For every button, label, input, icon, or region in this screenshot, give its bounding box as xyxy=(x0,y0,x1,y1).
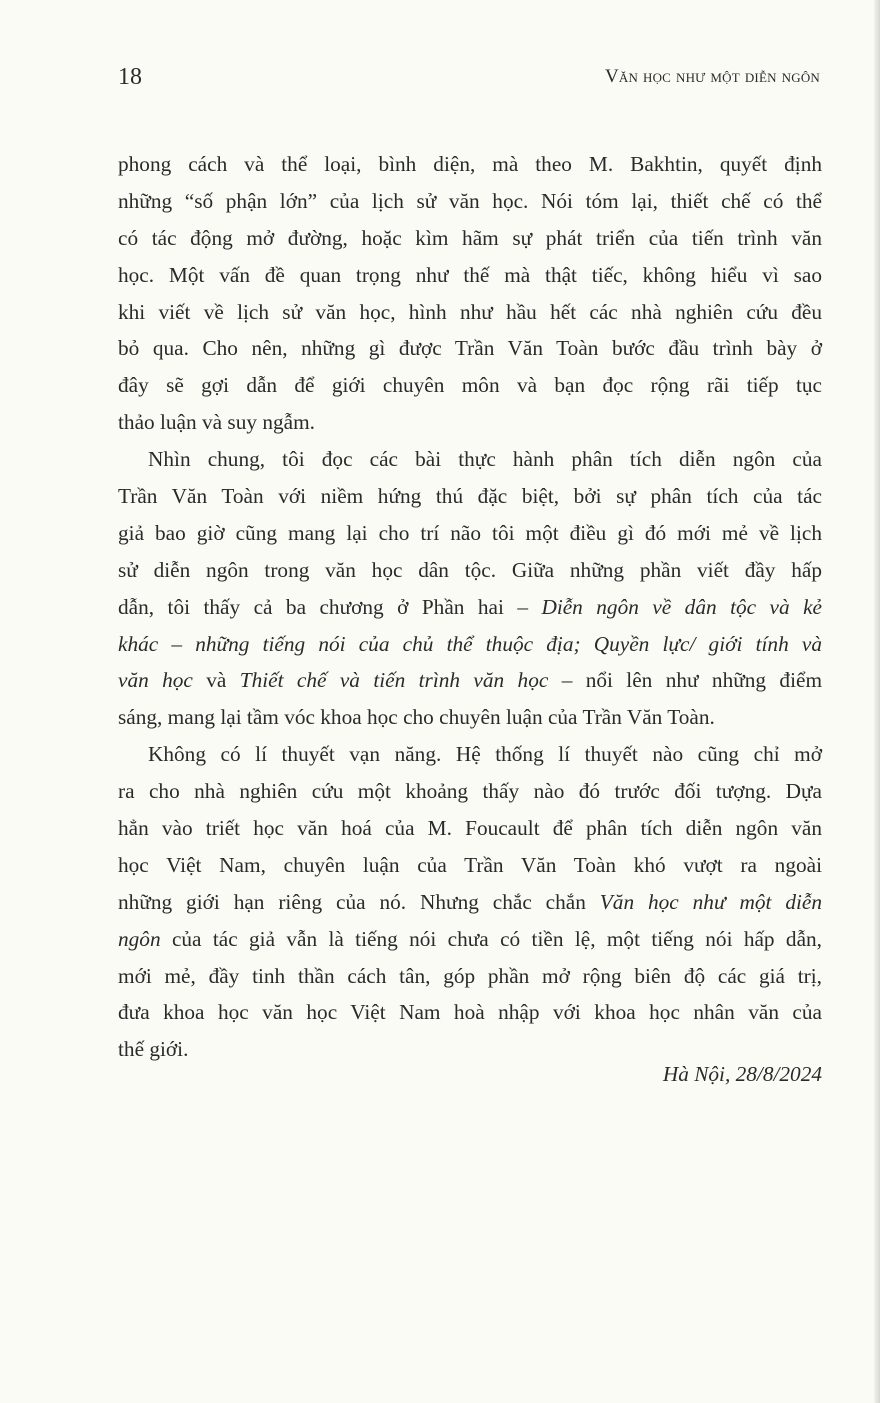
text-line xyxy=(118,884,822,921)
text-line xyxy=(118,552,822,589)
text-line xyxy=(118,626,822,663)
body-text xyxy=(118,146,822,1068)
paragraph xyxy=(118,736,822,1068)
text-segment: và xyxy=(192,668,240,693)
text-line xyxy=(118,146,822,183)
text-segment: những “số phận lớn” của lịch sử văn học. Nói tóm lại, thiết chế có thể xyxy=(118,188,822,213)
text-line xyxy=(118,220,822,257)
page-number: 18 xyxy=(118,64,142,90)
text-line xyxy=(118,330,822,367)
text-line xyxy=(118,589,822,626)
text-line xyxy=(118,773,822,810)
text-segment: ra cho nhà nghiên cứu một khoảng thấy nào đó trước đối tượng. Dựa xyxy=(118,779,822,804)
text-line xyxy=(118,810,822,847)
text-line xyxy=(118,515,822,552)
text-segment: sử diễn ngôn trong văn học dân tộc. Giữa những phần viết đầy hấp xyxy=(118,557,822,582)
text-line xyxy=(118,662,822,699)
text-line xyxy=(118,441,822,478)
text-segment: những giới hạn riêng của nó. Nhưng chắc chắn xyxy=(118,889,600,914)
text-line xyxy=(118,404,822,441)
text-line xyxy=(118,257,822,294)
text-line xyxy=(118,847,822,884)
text-segment: đây sẽ gợi dẫn để giới chuyên môn và bạn đọc rộng rãi tiếp tục xyxy=(118,373,822,398)
italic-text: Thiết chế và tiến trình văn học xyxy=(239,668,549,693)
paragraph xyxy=(118,441,822,736)
dateline: Hà Nội, 28/8/2024 xyxy=(662,1062,822,1086)
text-segment: đưa khoa học văn học Việt Nam hoà nhập với khoa học nhân văn của xyxy=(118,1000,822,1025)
paragraph xyxy=(118,146,822,441)
text-segment: khi viết về lịch sử văn học, hình như hầu hết các nhà nghiên cứu đều xyxy=(118,299,822,324)
text-segment: sáng, mang lại tầm vóc khoa học cho chuyên luận của Trần Văn Toàn. xyxy=(118,705,715,730)
text-segment: có tác động mở đường, hoặc kìm hãm sự phát triển của tiến trình văn xyxy=(118,225,822,250)
text-line xyxy=(118,699,822,736)
italic-text: ngôn xyxy=(118,926,161,951)
italic-text: Văn học như một diễn xyxy=(599,889,822,914)
text-segment: giả bao giờ cũng mang lại cho trí não tôi một điều gì đó mới mẻ về lịch xyxy=(118,520,822,545)
text-segment: hẳn vào triết học văn hoá của M. Foucault để phân tích diễn ngôn văn xyxy=(118,816,822,841)
text-segment: bỏ qua. Cho nên, những gì được Trần Văn Toàn bước đầu trình bày ở xyxy=(118,336,822,361)
text-segment: Không có lí thuyết vạn năng. Hệ thống lí thuyết nào cũng chỉ mở xyxy=(148,742,822,767)
text-line xyxy=(118,958,822,995)
text-segment: học. Một vấn đề quan trọng như thế mà thật tiếc, không hiểu vì sao xyxy=(118,262,822,287)
text-line xyxy=(118,994,822,1031)
italic-text: văn học xyxy=(118,668,193,693)
text-segment: phong cách và thể loại, bình diện, mà theo M. Bakhtin, quyết định xyxy=(118,152,822,176)
page-edge-shadow xyxy=(874,0,880,1403)
text-line xyxy=(118,921,822,958)
text-line xyxy=(118,736,822,773)
text-segment: của tác giả vẫn là tiếng nói chưa có tiền lệ, một tiếng nói hấp dẫn, xyxy=(160,926,822,951)
text-segment: học Việt Nam, chuyên luận của Trần Văn Toàn khó vượt ra ngoài xyxy=(118,852,822,877)
text-segment: thảo luận và suy ngẫm. xyxy=(118,410,315,435)
text-line xyxy=(118,478,822,515)
text-segment: thế giới. xyxy=(118,1037,189,1062)
text-line xyxy=(118,294,822,331)
text-segment: Nhìn chung, tôi đọc các bài thực hành phân tích diễn ngôn của xyxy=(148,447,822,472)
running-title: Văn học như một diễn ngôn xyxy=(604,66,820,87)
text-segment: mới mẻ, đầy tinh thần cách tân, góp phần mở rộng biên độ các giá trị, xyxy=(118,963,822,988)
text-line xyxy=(118,367,822,404)
text-segment: – nổi lên như những điểm xyxy=(548,668,823,693)
text-segment: dẫn, tôi thấy cả ba chương ở Phần hai – xyxy=(118,594,542,619)
text-line xyxy=(118,183,822,220)
text-segment: Trần Văn Toàn với niềm hứng thú đặc biệt, bởi sự phân tích của tác xyxy=(118,484,822,509)
italic-text: Diễn ngôn về dân tộc và kẻ xyxy=(541,594,822,619)
italic-text: khác – những tiếng nói của chủ thể thuộc địa; Quyền lực/ giới tính và xyxy=(118,631,822,656)
